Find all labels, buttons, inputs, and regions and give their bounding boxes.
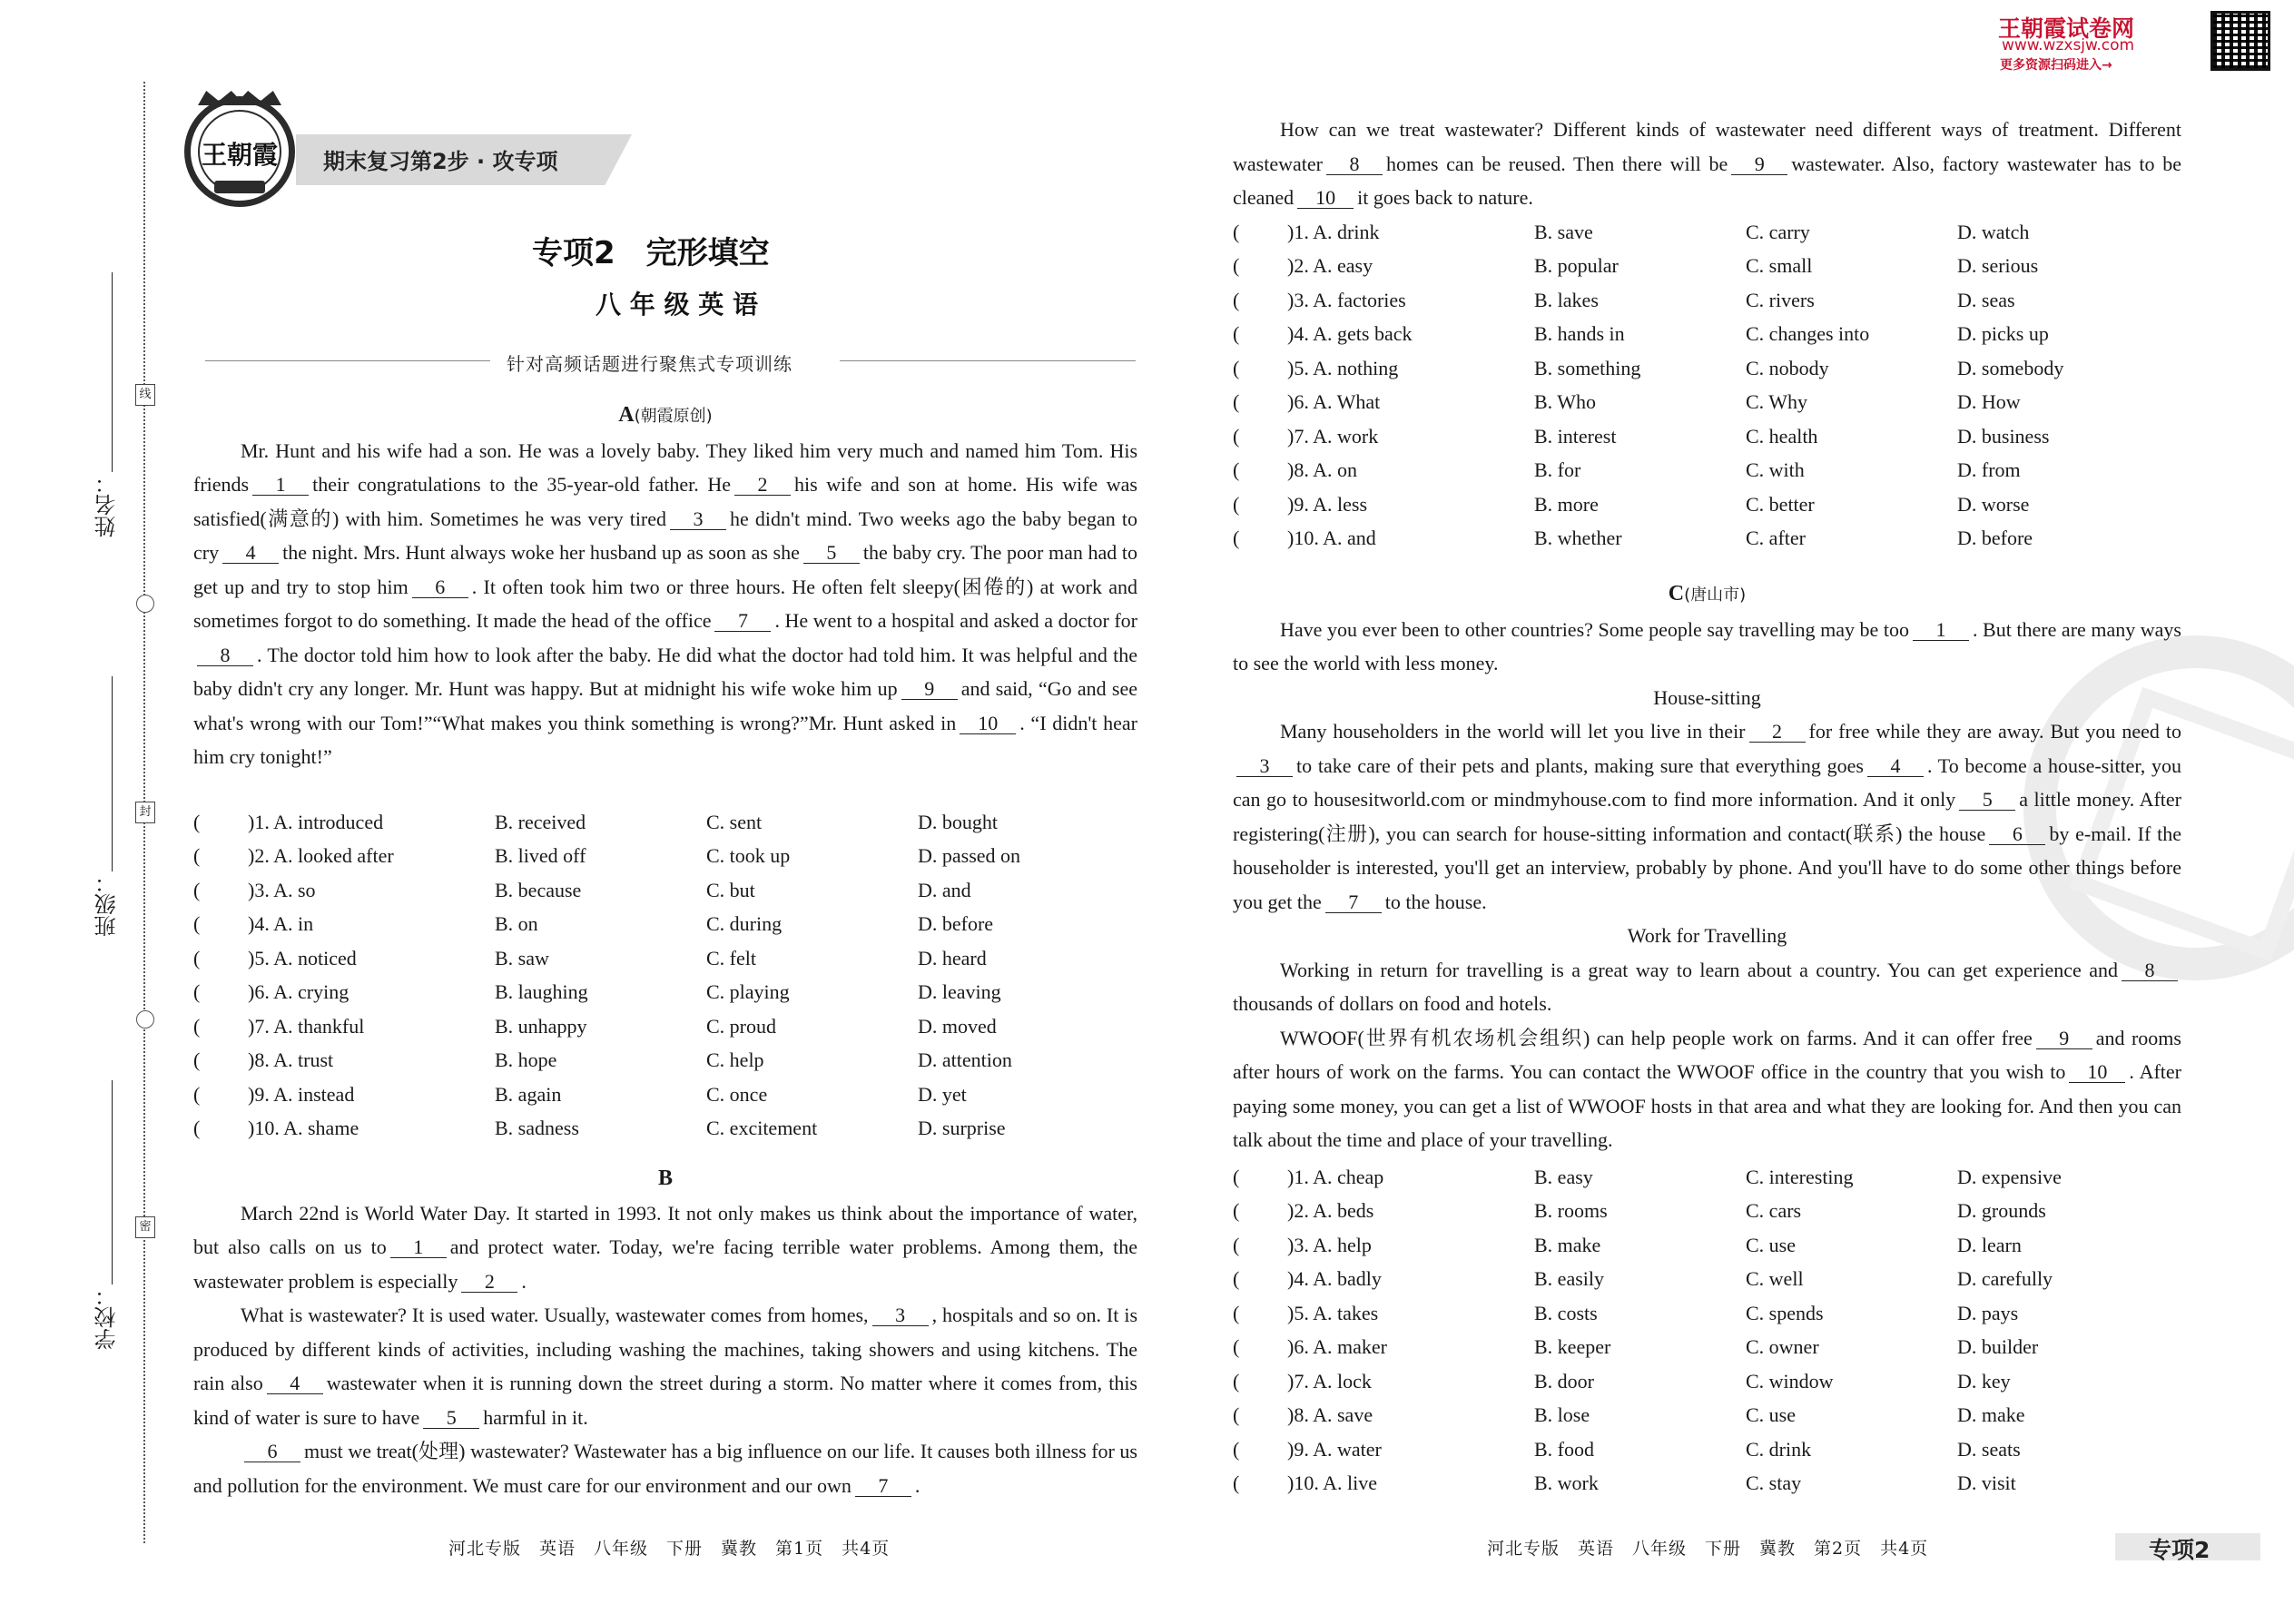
option-c[interactable]: C. proud xyxy=(706,1014,776,1038)
answer-paren[interactable]: ( xyxy=(1233,390,1240,414)
blank[interactable]: 8 xyxy=(1326,154,1383,175)
section-c-options xyxy=(1233,1160,2139,1501)
option-c[interactable]: C. small xyxy=(1746,254,1813,278)
option-d[interactable]: D. picks up xyxy=(1957,322,2049,346)
option-row xyxy=(193,805,1099,840)
option-d[interactable]: D. learn xyxy=(1957,1233,2022,1256)
answer-paren[interactable]: ( xyxy=(1233,220,1240,243)
option-c[interactable]: C. felt xyxy=(706,946,756,969)
section-b xyxy=(193,1162,1137,1502)
option-a[interactable]: )6. A. What xyxy=(1287,390,1381,414)
section-a-heading: A(朝霞原创) xyxy=(618,403,713,427)
option-d[interactable]: D. bought xyxy=(918,810,998,833)
option-row xyxy=(193,840,1099,874)
option-a[interactable]: )9. A. water xyxy=(1287,1437,1382,1461)
option-b[interactable]: B. food xyxy=(1534,1437,1594,1461)
answer-paren[interactable]: ( xyxy=(1233,1369,1240,1393)
answer-paren[interactable]: ( xyxy=(1233,1403,1240,1427)
answer-paren[interactable]: ( xyxy=(193,1014,201,1038)
option-c[interactable]: C. stay xyxy=(1746,1471,1802,1495)
option-row xyxy=(1233,1331,2139,1365)
option-b[interactable]: B. easy xyxy=(1534,1165,1593,1188)
option-c[interactable]: C. help xyxy=(706,1048,764,1072)
option-row xyxy=(1233,283,2139,318)
option-row xyxy=(1233,1263,2139,1297)
option-b[interactable]: B. for xyxy=(1534,458,1581,482)
option-a[interactable]: )2. A. easy xyxy=(1287,254,1373,278)
option-a[interactable]: )6. A. maker xyxy=(1287,1335,1387,1359)
section-c xyxy=(1233,577,2181,1157)
option-c[interactable]: C. took up xyxy=(706,844,791,868)
section-b-passage-3: 6 must we treat(处理) wastewater? Wastewater has a big influence on our life. It causes both illness for us and pollution for the environment. We must care for our environment and our own 7 . xyxy=(193,1440,1137,1497)
option-c[interactable]: C. sent xyxy=(706,810,763,833)
section-c-passage-4: WWOOF(世界有机农场机会组织) can help people work on farms. And it can offer free 9 and rooms after hours of work on the farms. You can contact the WWOOF office in the country that you wish to 10 . After paying some money, you can get a list of WWOOF hosts in that area and what they are looking for. And then you can talk about the time and place of your travelling. xyxy=(1233,1026,2182,1151)
option-a[interactable]: )1. A. cheap xyxy=(1287,1165,1384,1188)
option-d[interactable]: D. worse xyxy=(1957,492,2030,516)
blank[interactable]: 4 xyxy=(267,1373,323,1394)
section-b-passage-1: March 22nd is World Water Day. It started in 1993. It not only makes us think about the importance of water, but also calls on us to 1 and protect water. Today, we're facing terrible water problems. Among them, the wastewater problem is especially 2 . xyxy=(193,1201,1137,1293)
section-b-continued xyxy=(1233,113,2181,215)
option-b[interactable]: B. unhappy xyxy=(495,1014,587,1038)
option-d[interactable]: D. moved xyxy=(918,1014,997,1038)
blank[interactable]: 5 xyxy=(803,543,860,564)
blank[interactable]: 9 xyxy=(2036,1029,2092,1049)
brand-logo-text: 王朝霞 xyxy=(201,140,278,170)
option-b[interactable]: B. save xyxy=(1534,220,1593,243)
option-d[interactable]: D. serious xyxy=(1957,254,2039,278)
qr-code-icon[interactable] xyxy=(2210,11,2270,71)
option-d[interactable]: D. somebody xyxy=(1957,356,2064,379)
option-c[interactable]: C. owner xyxy=(1746,1335,1819,1359)
option-row xyxy=(1233,1399,2139,1433)
option-c[interactable]: C. window xyxy=(1746,1369,1834,1393)
option-d[interactable]: D. and xyxy=(918,878,971,901)
blank[interactable]: 9 xyxy=(901,679,958,700)
option-b[interactable]: B. lakes xyxy=(1534,288,1599,311)
option-b[interactable]: B. keeper xyxy=(1534,1335,1611,1359)
blank[interactable]: 5 xyxy=(1959,790,2015,811)
option-c[interactable]: C. but xyxy=(706,878,755,901)
blank[interactable]: 2 xyxy=(734,475,791,496)
answer-paren[interactable]: ( xyxy=(1233,1335,1240,1359)
page-footer-right: 河北专版 英语 八年级 下册 冀教 第2页 共4页 xyxy=(1487,1539,1929,1559)
option-a[interactable]: )2. A. looked after xyxy=(248,844,394,868)
option-b[interactable]: B. laughing xyxy=(495,980,588,1004)
right-page xyxy=(1147,0,2294,1624)
option-d[interactable]: D. carefully xyxy=(1957,1267,2053,1291)
option-a[interactable]: )5. A. takes xyxy=(1287,1301,1379,1324)
option-d[interactable]: D. before xyxy=(1957,527,2033,550)
option-row xyxy=(1233,1296,2139,1331)
option-c[interactable]: C. cars xyxy=(1746,1199,1802,1223)
answer-paren[interactable]: ( xyxy=(1233,1471,1240,1495)
answer-paren[interactable]: ( xyxy=(1233,527,1240,550)
option-d[interactable]: D. grounds xyxy=(1957,1199,2046,1223)
answer-paren[interactable]: ( xyxy=(1233,1199,1240,1223)
option-c[interactable]: C. use xyxy=(1746,1233,1796,1256)
answer-paren[interactable]: ( xyxy=(1233,1267,1240,1291)
option-d[interactable]: D. yet xyxy=(918,1082,967,1106)
binding-hole xyxy=(136,1010,154,1029)
name-field[interactable] xyxy=(112,272,113,472)
option-b[interactable]: B. again xyxy=(495,1082,562,1106)
blank[interactable]: 7 xyxy=(714,611,771,632)
option-a[interactable]: )3. A. so xyxy=(248,878,316,901)
option-d[interactable]: D. passed on xyxy=(918,844,1021,868)
blank[interactable]: 1 xyxy=(252,475,309,496)
class-label: 班级： xyxy=(94,871,120,937)
option-a[interactable]: )5. A. noticed xyxy=(248,946,357,969)
answer-paren[interactable]: ( xyxy=(1233,356,1240,379)
section-a-options xyxy=(193,805,1099,1146)
blank[interactable]: 1 xyxy=(1913,620,1969,641)
option-b[interactable]: B. something xyxy=(1534,356,1641,379)
option-b[interactable]: B. more xyxy=(1534,492,1599,516)
blank[interactable]: 4 xyxy=(222,543,279,564)
option-d[interactable]: D. How xyxy=(1957,390,2021,414)
option-a[interactable]: )3. A. help xyxy=(1287,1233,1372,1256)
blank[interactable]: 2 xyxy=(461,1272,517,1293)
answer-paren[interactable]: ( xyxy=(1233,288,1240,311)
option-d[interactable]: D. heard xyxy=(918,946,987,969)
option-row xyxy=(1233,351,2139,386)
option-row xyxy=(1233,454,2139,488)
blank[interactable]: 7 xyxy=(1325,892,1382,913)
option-d[interactable]: D. seas xyxy=(1957,288,2015,311)
option-a[interactable]: )9. A. less xyxy=(1287,492,1367,516)
answer-paren[interactable]: ( xyxy=(1233,1165,1240,1188)
option-a[interactable]: )10. A. live xyxy=(1287,1471,1377,1495)
option-a[interactable]: )1. A. drink xyxy=(1287,220,1380,243)
option-d[interactable]: D. attention xyxy=(918,1048,1012,1072)
option-b[interactable]: B. work xyxy=(1534,1471,1599,1495)
option-c[interactable]: C. interesting xyxy=(1746,1165,1854,1188)
blank[interactable]: 3 xyxy=(872,1305,929,1326)
option-c[interactable]: C. with xyxy=(1746,458,1805,482)
option-d[interactable]: D. surprise xyxy=(918,1117,1006,1140)
answer-paren[interactable]: ( xyxy=(193,946,201,969)
option-c[interactable]: C. Why xyxy=(1746,390,1808,414)
answer-paren[interactable]: ( xyxy=(193,1082,201,1106)
option-row xyxy=(1233,1432,2139,1467)
option-row xyxy=(193,873,1099,908)
option-row xyxy=(1233,386,2139,420)
option-b[interactable]: B. make xyxy=(1534,1233,1601,1256)
blank[interactable]: 6 xyxy=(412,577,468,598)
section-b-passage-4: How can we treat wastewater? Different kinds of wastewater need different ways of treatment. Different wastewater 8 homes can be reused. Then there will be 9 wastewater. Also, factory wastewater has to be cleaned 10 it goes back to nature. xyxy=(1233,118,2181,209)
option-a[interactable]: )4. A. gets back xyxy=(1287,322,1413,346)
option-row xyxy=(193,1009,1099,1044)
class-field[interactable] xyxy=(112,676,113,871)
blank[interactable]: 7 xyxy=(855,1476,911,1497)
site-hint: 更多资源扫码进入→ xyxy=(2000,58,2112,73)
option-row xyxy=(1233,522,2139,556)
option-b[interactable]: B. door xyxy=(1534,1369,1594,1393)
section-c-passage-3: Working in return for travelling is a great way to learn about a country. You can get experience and 8thousands of dollars on food and hotels. xyxy=(1233,953,2181,1021)
option-c[interactable]: C. rivers xyxy=(1746,288,1815,311)
binding-hole xyxy=(136,595,154,613)
option-b[interactable]: B. rooms xyxy=(1534,1199,1608,1223)
school-field[interactable] xyxy=(112,1080,113,1284)
option-a[interactable]: )4. A. in xyxy=(248,912,314,936)
option-row xyxy=(193,1112,1099,1147)
option-row xyxy=(1233,419,2139,454)
option-c[interactable]: C. use xyxy=(1746,1403,1796,1427)
option-a[interactable]: )2. A. beds xyxy=(1287,1199,1374,1223)
option-d[interactable]: D. leaving xyxy=(918,980,1001,1004)
option-a[interactable]: )7. A. work xyxy=(1287,424,1379,448)
page-title: 专项2 完形填空 xyxy=(532,235,770,271)
option-a[interactable]: )8. A. on xyxy=(1287,458,1357,482)
option-row xyxy=(1233,1160,2139,1195)
option-a[interactable]: )6. A. crying xyxy=(248,980,350,1004)
answer-paren[interactable]: ( xyxy=(1233,254,1240,278)
option-c[interactable]: C. excitement xyxy=(706,1117,818,1140)
option-c[interactable]: C. during xyxy=(706,912,783,936)
option-row xyxy=(1233,1195,2139,1229)
option-d[interactable]: D. watch xyxy=(1957,220,2030,243)
section-b-passage-2: What is wastewater? It is used water. Usually, wastewater comes from homes, 3 , hospitals and so on. It is produced by different kinds of activities, including washing the machines, taking showers and using kitchens. The rain also 4 wastewater when it is running down the street during a storm. No matter where it comes from, this kind of water is sure to have 5 harmful in it. xyxy=(193,1304,1137,1429)
answer-paren[interactable]: ( xyxy=(193,980,201,1004)
section-a-passage: Mr. Hunt and his wife had a son. He was a lovely baby. They liked him very much and named him Tom. His friends 1 their congratulations to the 35-year-old father. He 2 his wife and son at home. His wife was satisfied(满意的) with him. Sometimes he was very tired 3 he didn't mind. Two weeks ago the baby began to cry 4 the night. Mrs. Hunt always woke her husband up as soon as she 5 the baby cry. The poor man had to get up and try to stop him 6 . It often took him two or three hours. He often felt sleepy(困倦的) at work and sometimes forgot to do something. It made the head of the office 7 . He went to a hospital and asked a doctor for8 . The doctor told him how to look after the baby. He did what the doctor had told him. It was helpful and the baby didn't cry any longer. Mr. Hunt was happy. But at midnight his wife woke him up 9 and said, “Go and see what's wrong with our Tom!”“What makes you think something is wrong?”Mr. Hunt asked in 10 . “I didn't hear him cry tonight!” xyxy=(193,438,1138,768)
option-d[interactable]: D. key xyxy=(1957,1369,2011,1393)
section-c-subheading-2: Work for Travelling xyxy=(1627,924,1787,947)
option-a[interactable]: )9. A. instead xyxy=(248,1082,355,1106)
option-b[interactable]: B. saw xyxy=(495,946,549,969)
tagline-rule-right xyxy=(840,360,1136,361)
blank[interactable]: 5 xyxy=(423,1408,479,1429)
option-c[interactable]: C. health xyxy=(1746,424,1818,448)
blank[interactable]: 8 xyxy=(2122,960,2178,981)
site-name: 王朝霞试卷网 xyxy=(1998,15,2135,42)
option-a[interactable]: )7. A. thankful xyxy=(248,1014,365,1038)
option-row xyxy=(1233,1228,2139,1263)
option-c[interactable]: C. drink xyxy=(1746,1437,1812,1461)
answer-paren[interactable]: ( xyxy=(193,1117,201,1140)
answer-paren[interactable]: ( xyxy=(1233,424,1240,448)
option-row xyxy=(1233,1364,2139,1399)
option-a[interactable]: )10. A. shame xyxy=(248,1117,359,1140)
option-d[interactable]: D. expensive xyxy=(1957,1165,2062,1188)
option-c[interactable]: C. playing xyxy=(706,980,790,1004)
option-row xyxy=(193,976,1099,1010)
name-label: 姓名： xyxy=(94,472,120,537)
option-b[interactable]: B. interest xyxy=(1534,424,1617,448)
answer-paren[interactable]: ( xyxy=(193,810,201,833)
option-c[interactable]: C. once xyxy=(706,1082,768,1106)
option-c[interactable]: C. better xyxy=(1746,492,1815,516)
tagline-rule-left xyxy=(205,360,490,361)
option-b[interactable]: B. Who xyxy=(1534,390,1597,414)
option-b[interactable]: B. lose xyxy=(1534,1403,1590,1427)
option-b[interactable]: B. popular xyxy=(1534,254,1619,278)
option-b[interactable]: B. hands in xyxy=(1534,322,1625,346)
option-c[interactable]: C. after xyxy=(1746,527,1806,550)
blank[interactable]: 6 xyxy=(244,1442,300,1462)
option-c[interactable]: C. carry xyxy=(1746,220,1810,243)
option-row xyxy=(193,908,1099,942)
option-d[interactable]: D. builder xyxy=(1957,1335,2039,1359)
option-row xyxy=(193,1078,1099,1112)
option-d[interactable]: D. from xyxy=(1957,458,2021,482)
answer-paren[interactable]: ( xyxy=(193,844,201,868)
blank[interactable]: 10 xyxy=(960,714,1016,734)
school-label: 学校： xyxy=(94,1284,120,1350)
blank[interactable]: 9 xyxy=(1731,154,1787,175)
option-c[interactable]: C. changes into xyxy=(1746,322,1870,346)
answer-paren[interactable]: ( xyxy=(1233,1301,1240,1324)
option-a[interactable]: )10. A. and xyxy=(1287,527,1376,550)
option-c[interactable]: C. nobody xyxy=(1746,356,1829,379)
option-d[interactable]: D. visit xyxy=(1957,1471,2016,1495)
tagline: 针对高频话题进行聚焦式专项训练 xyxy=(507,353,793,375)
option-d[interactable]: D. pays xyxy=(1957,1301,2019,1324)
option-c[interactable]: C. well xyxy=(1746,1267,1804,1291)
option-b[interactable]: B. easily xyxy=(1534,1267,1604,1291)
section-b-options xyxy=(1233,215,2139,556)
section-a xyxy=(193,399,1137,774)
blank[interactable]: 2 xyxy=(1749,722,1806,743)
blank[interactable]: 4 xyxy=(1867,756,1924,777)
section-c-passage-2: Many householders in the world will let you live in their 2 for free while they are away. But you need to3 to take care of their pets and plants, making sure that everything goes 4 . To become a house-sitter, you can go to housesitworld.com or mindmyhouse.com to find more information. And it only 5 a little money. After registering(注册), you can search for house-sitting information and contact(联系) the house 6 by e-mail. If the householder is interested, you'll get an interview, probably by phone. And you'll have to do some other things before you get the 7 to the house. xyxy=(1233,720,2182,913)
option-a[interactable]: )5. A. nothing xyxy=(1287,356,1399,379)
section-c-subheading-1: House-sitting xyxy=(1653,685,1761,709)
site-url[interactable]: www.wzxsjw.com xyxy=(2002,36,2135,54)
option-b[interactable]: B. because xyxy=(495,878,582,901)
section-b-heading: B xyxy=(657,1166,673,1190)
answer-paren[interactable]: ( xyxy=(193,1048,201,1072)
option-b[interactable]: B. on xyxy=(495,912,538,936)
option-a[interactable]: )1. A. introduced xyxy=(248,810,384,833)
section-c-heading: C(唐山市) xyxy=(1668,582,1747,605)
option-a[interactable]: )3. A. factories xyxy=(1287,288,1406,311)
answer-paren[interactable]: ( xyxy=(1233,322,1240,346)
option-row xyxy=(1233,487,2139,522)
blank[interactable]: 8 xyxy=(197,645,253,666)
option-b[interactable]: B. sadness xyxy=(495,1117,579,1140)
option-a[interactable]: )4. A. badly xyxy=(1287,1267,1382,1291)
option-row xyxy=(1233,318,2139,352)
answer-paren[interactable]: ( xyxy=(1233,1437,1240,1461)
blank[interactable]: 10 xyxy=(1297,188,1354,209)
option-row xyxy=(193,941,1099,976)
blank[interactable]: 6 xyxy=(1989,824,2045,845)
seal-secret-char: 密 xyxy=(135,1216,155,1238)
seal-line-char: 线 xyxy=(135,384,155,406)
option-row xyxy=(1233,1467,2139,1501)
option-b[interactable]: B. lived off xyxy=(495,844,586,868)
option-row xyxy=(1233,250,2139,284)
option-b[interactable]: B. received xyxy=(495,810,586,833)
option-b[interactable]: B. costs xyxy=(1534,1301,1598,1324)
answer-paren[interactable]: ( xyxy=(1233,458,1240,482)
option-row xyxy=(193,1044,1099,1078)
option-d[interactable]: D. seats xyxy=(1957,1437,2021,1461)
header-banner-text: 期末复习第2步 · 攻专项 xyxy=(323,149,558,174)
option-b[interactable]: B. hope xyxy=(495,1048,557,1072)
answer-paren[interactable]: ( xyxy=(193,878,201,901)
option-a[interactable]: )8. A. trust xyxy=(248,1048,334,1072)
option-b[interactable]: B. whether xyxy=(1534,527,1622,550)
blank[interactable]: 3 xyxy=(670,509,726,530)
seal-seal-char: 封 xyxy=(135,802,155,823)
option-row xyxy=(1233,215,2139,250)
answer-paren[interactable]: ( xyxy=(193,912,201,936)
option-a[interactable]: )7. A. lock xyxy=(1287,1369,1372,1393)
page-footer-left: 河北专版 英语 八年级 下册 冀教 第1页 共4页 xyxy=(448,1539,891,1559)
option-d[interactable]: D. make xyxy=(1957,1403,2025,1427)
option-a[interactable]: )8. A. save xyxy=(1287,1403,1373,1427)
answer-paren[interactable]: ( xyxy=(1233,1233,1240,1256)
page-subtitle: 八 年 级 英 语 xyxy=(596,290,758,320)
blank[interactable]: 1 xyxy=(390,1237,447,1258)
option-c[interactable]: C. spends xyxy=(1746,1301,1824,1324)
blank[interactable]: 10 xyxy=(2069,1062,2125,1083)
answer-paren[interactable]: ( xyxy=(1233,492,1240,516)
footer-tab: 专项2 xyxy=(2149,1537,2210,1563)
option-d[interactable]: D. business xyxy=(1957,424,2050,448)
section-c-passage-1: Have you ever been to other countries? Some people say travelling may be too 1 . But there are many ways to see the world with less money. xyxy=(1233,617,2181,674)
option-d[interactable]: D. before xyxy=(918,912,994,936)
blank[interactable]: 3 xyxy=(1236,756,1293,777)
brand-logo xyxy=(184,96,295,207)
